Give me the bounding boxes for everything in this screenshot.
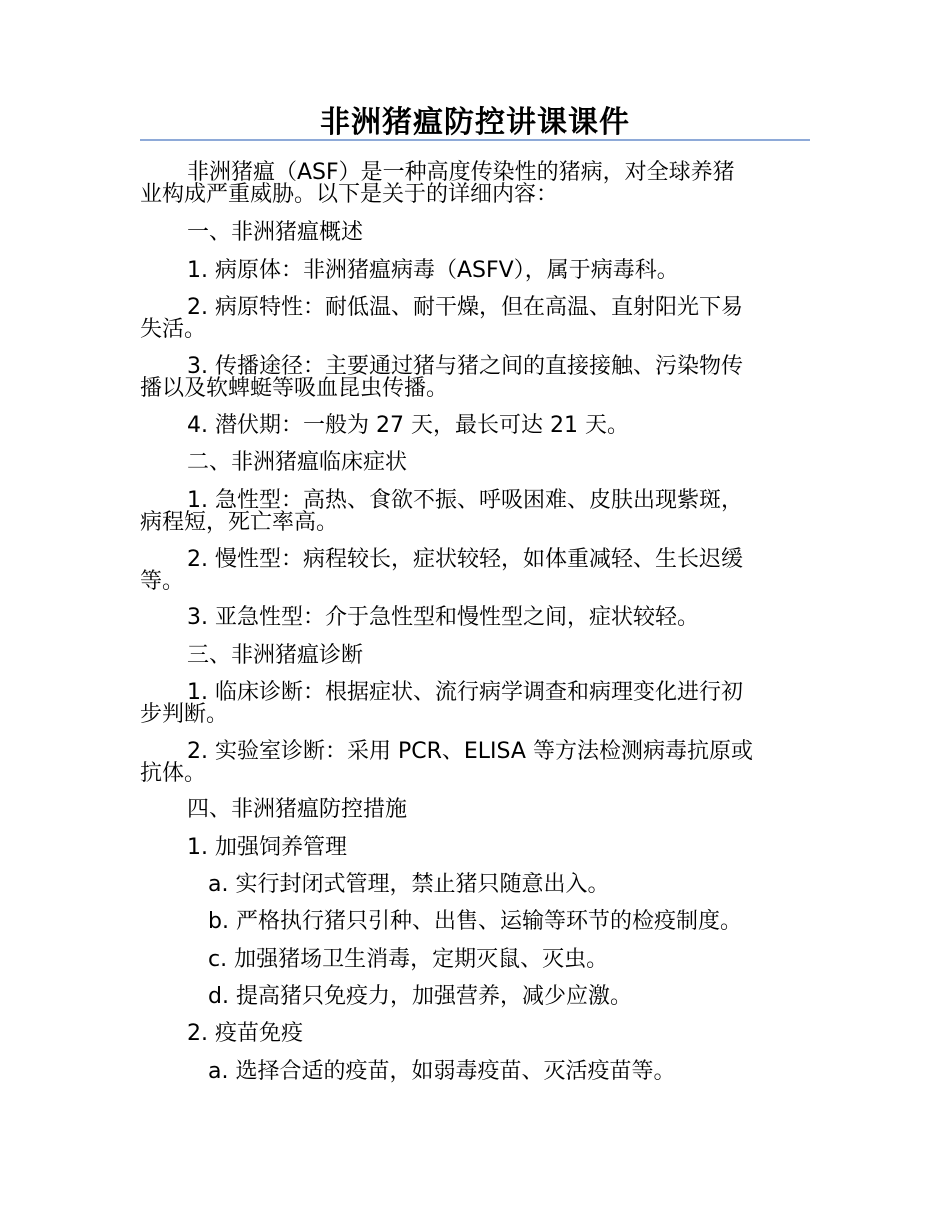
paragraph-line: 三、非洲猪瘟诊断 (187, 643, 364, 668)
paragraph-line: 3. 传播途径：主要通过猪与猪之间的直接接触、污染物传 (187, 354, 743, 379)
sub-list-item (140, 874, 810, 896)
paragraph-line: d. 提高猪只免疫力，加强营养，减少应激。 (208, 984, 632, 1009)
list-item (140, 549, 810, 593)
paragraph-line: 2. 病原特性：耐低温、耐干燥，但在高温、直射阳光下易 (187, 295, 743, 320)
list-item (140, 490, 810, 534)
sub-list-item (140, 949, 810, 971)
list-item (140, 741, 810, 785)
paragraph-line: 二、非洲猪瘟临床症状 (187, 450, 408, 475)
paragraph-line: 业构成严重威胁。以下是关于的详细内容： (140, 182, 559, 207)
paragraph-line: 四、非洲猪瘟防控措施 (187, 797, 408, 822)
paragraph-line: a. 实行封闭式管理，禁止猪只随意出入。 (208, 872, 610, 897)
paragraph-line: 抗体。 (140, 761, 207, 786)
paragraph-line: 1. 临床诊断：根据症状、流行病学调查和病理变化进行初 (187, 680, 743, 705)
sub-list-item (140, 986, 810, 1008)
list-item (140, 837, 810, 859)
paragraph-line: 播以及软蜱蜓等吸血昆虫传播。 (140, 376, 449, 401)
paragraph-line: 失活。 (140, 317, 207, 342)
section-heading-prevention (140, 799, 810, 821)
list-item (140, 415, 810, 437)
list-item (140, 607, 810, 629)
sub-list-item (140, 1061, 810, 1083)
paragraph-line: 非洲猪瘟（ASF）是一种高度传染性的猪病，对全球养猪 (187, 160, 735, 185)
list-item (140, 260, 810, 282)
document-title: 非洲猪瘟防控讲课课件 (320, 105, 630, 140)
paragraph-line: c. 加强猪场卫生消毒，定期灭鼠、灭虫。 (208, 947, 609, 972)
paragraph-line: 2. 疫苗免疫 (187, 1021, 303, 1046)
list-item (140, 297, 810, 341)
section-heading-overview (140, 222, 810, 244)
section-heading-diagnosis (140, 645, 810, 667)
list-item (140, 356, 810, 400)
paragraph-line: 2. 实验室诊断：采用 PCR、ELISA 等方法检测病毒抗原或 (187, 739, 753, 764)
paragraph-line: 3. 亚急性型：介于急性型和慢性型之间，症状较轻。 (187, 605, 699, 630)
paragraph-line: 4. 潜伏期：一般为 27 天，最长可达 21 天。 (187, 413, 629, 438)
paragraph-line: 2. 慢性型：病程较长，症状较轻，如体重减轻、生长迟缓 (187, 547, 743, 572)
paragraph-line: 一、非洲猪瘟概述 (187, 220, 364, 245)
paragraph-line: 步判断。 (140, 702, 229, 727)
list-item (140, 682, 810, 726)
sub-list-item (140, 911, 810, 933)
paragraph-line: 1. 加强饲养管理 (187, 835, 347, 860)
paragraph-line: 等。 (140, 569, 185, 594)
section-heading-symptoms (140, 452, 810, 474)
paragraph-line: b. 严格执行猪只引种、出售、运输等环节的检疫制度。 (208, 909, 742, 934)
paragraph-line: 病程短，死亡率高。 (140, 510, 339, 535)
paragraph-intro (140, 162, 810, 206)
paragraph-line: 1. 急性型：高热、食欲不振、呼吸困难、皮肤出现紫斑， (187, 488, 743, 513)
paragraph-line: 1. 病原体：非洲猪瘟病毒（ASFV），属于病毒科。 (187, 258, 679, 283)
list-item (140, 1023, 810, 1045)
paragraph-line: a. 选择合适的疫苗，如弱毒疫苗、灭活疫苗等。 (208, 1059, 676, 1084)
title-underline (140, 139, 810, 141)
